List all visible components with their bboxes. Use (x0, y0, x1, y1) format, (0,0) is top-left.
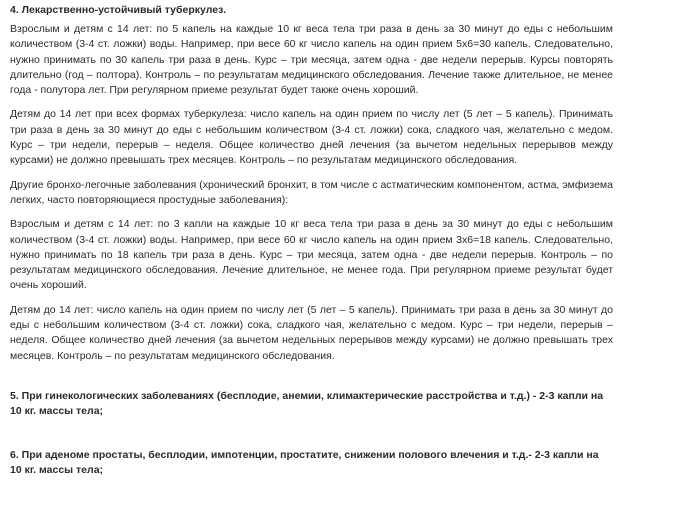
paragraph-adult-dosage-bronchial: Взрослым и детям с 14 лет: по 3 капли на каждые 10 кг веса тела три раза в день за 30 минут до еды с небольшим количеством (3-4 ст. ложки) воды. Например, при весе 60 кг число капель на один прием 3х6=18 капель. Следовательно, нужно принимать по 18 капель три раза в день. Курс – три месяца, затем одна - две недели перерыв. Контроль – по результатам медицинского обследования. Лечение длительное, не менее года. При регулярном приеме результат будет очень хороший. (10, 218, 613, 292)
section-prostate-adenoma: 6. При аденоме простаты, бесплодии, импотенции, простатите, снижении полового влечения и т.д.- 2-3 капли на 10 кг. массы тела; (10, 448, 599, 476)
paragraph-adult-dosage-tuberculosis: Взрослым и детям с 14 лет: по 5 капель на каждые 10 кг веса тела три раза в день за 30 минут до еды с небольшим количеством (3-4 ст. ложки) воды. Например, при весе 60 кг число капель на один прием 5х6=30 капель. Следовательно, нужно принимать по 30 капель три раза в день. Курс – три месяца, затем одна - две недели перерыв. Курсы повторять длительно (год – полтора). Контроль – по результатам медицинского обследования. Лечение также длительное, не менее года - полутора лет. При регулярном приеме результат будет также очень хороший. (10, 23, 613, 97)
paragraph-bronchopulmonary-diseases: Другие бронхо-легочные заболевания (хронический бронхит, в том числе с астматическим компонентом, астма, эмфизема легких, часто повторяющиеся простудные заболевания): (10, 178, 613, 206)
paragraph-children-dosage-tuberculosis: Детям до 14 лет при всех формах туберкулеза: число капель на один прием по числу лет (5 лет – 5 капель). Принимать три раза в день за 30 минут до еды с небольшим количеством (3-4 ст. ложки) сока, сладкого чая, желательно с медом. Курс – три недели, перерыв – неделя. Общее количество дней лечения (за вычетом недельных перерывов между курсами) не должно превышать трех месяцев. Контроль – по результатам медицинского обследования. (10, 108, 613, 167)
section-gynecological-diseases: 5. При гинекологических заболеваниях (бесплодие, анемии, климактерические расстройства и т.д.) - 2-3 капли на 10 кг. массы тела; (10, 389, 604, 418)
section-heading-4: 4. Лекарственно-устойчивый туберкулез. (10, 4, 227, 16)
paragraph-children-dosage-bronchial: Детям до 14 лет: число капель на один прием по числу лет (5 лет – 5 капель). Принимать три раза в день за 30 минут до еды с небольшим количеством (3-4 ст. ложки) сока, сладкого чая, желательно с медом. Курс – три недели, перерыв – неделя. Общее количество дней лечения (за вычетом недельных перерывов между курсами) не должно превышать трех месяцев. Контроль – по результатам медицинского обследования. (10, 303, 613, 362)
